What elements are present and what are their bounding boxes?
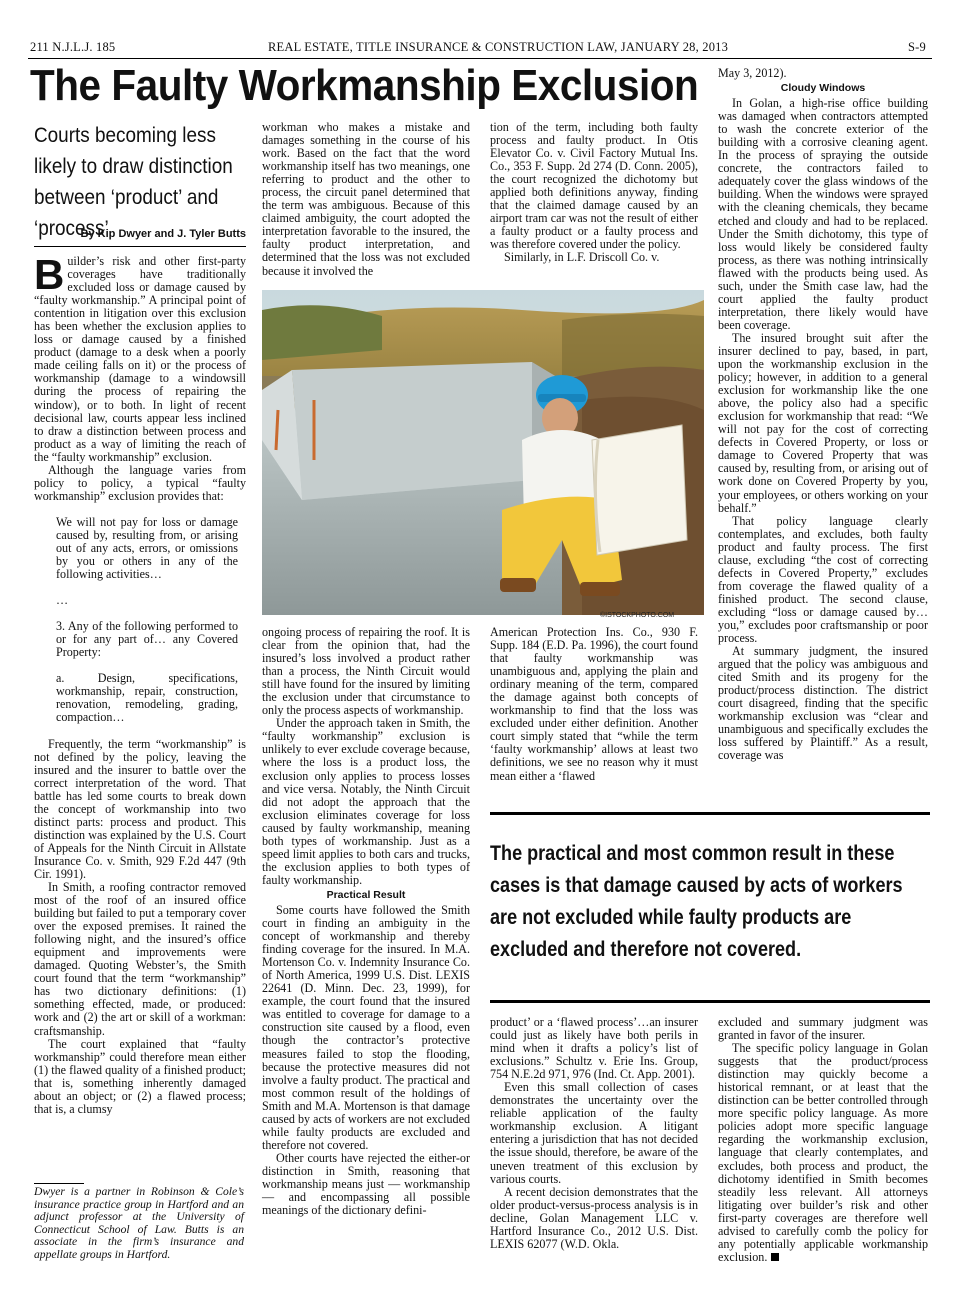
photo-credit: ©ISTOCKPHOTO.COM <box>600 612 675 619</box>
col4-paragraph: The insured brought suit after the insurer declined to pay, based, in part, upon the workmanship exclusion in the policy; however, in addition to a general exclusion for workmanship like the one above, the policy also had a specific exclusion for workmanship that read: “We will not pay for the cost of correcting defects in Covered Property, or loss or damage to Covered Property that was caused by, resulting from, or arising out of work done on Covered Property by you, your employees, or others working on your behalf.” <box>718 330 928 515</box>
exclusion-quote: … <box>56 593 69 608</box>
article-title: The Faulty Workmanship Exclusion <box>30 61 699 110</box>
col4-paragraph: In Golan, a high-rise office building was damaged when contractors attempted to wash the concrete exterior of the building with a corrosive cleaning agent. In the process of spraying the outside concrete, the contractors failed to adequately cover the glass windows of the building. When the windows were sprayed with the cleaning chemicals, they became etched and cloudy and had to be replaced. Under the Smith dichotomy, this type of loss would likely be considered faulty process, as there was nothing intrinsically flawed with the products being used. As such, under the Smith case law, had the court applied the faulty product interpretation, there likely would have been coverage. <box>718 96 928 332</box>
column-1 <box>34 251 246 1116</box>
exclusion-quote: We will not pay for loss or damage caused by, resulting from, or arising out of any acts, errors, or omissions by you or others in any of the following activities… <box>56 514 238 582</box>
pull-quote: The practical and most common result in these cases is that damage caused by acts of workers are not excluded while faulty products are excluded and therefore not covered. <box>490 842 903 961</box>
col3-paragraph: Similarly, in L.F. Driscoll Co. v. <box>504 250 660 265</box>
construction-worker-photo <box>262 290 704 615</box>
col4-paragraph: May 3, 2012). <box>718 66 787 80</box>
col1-paragraph: Frequently, the term “workmanship” is not defined by the policy, leaving the insured and the insurer to battle over the correct interpretation of the word. That battle has led some courts to break down the concept of workmanship into two distinct parts: process and product. This distinction was explained by the U.S. Court of Appeals for the Ninth Circuit in Allstate Insurance Co. v. Smith, 929 F.2d 447 (9th Cir. 1991). <box>34 736 246 881</box>
pull-quote-bottom-rule <box>490 1000 930 1003</box>
section-heading-practical-result: Practical Result <box>326 888 406 901</box>
drop-cap: B <box>34 251 65 298</box>
col1-paragraph: Although the language varies from policy to policy, a typical “faulty workmanship” exclusion provides that: <box>34 462 246 503</box>
header-section: REAL ESTATE, TITLE INSURANCE & CONSTRUCTION LAW, JANUARY 28, 2013 <box>268 40 729 54</box>
byline: By Kip Dwyer and J. Tyler Butts <box>80 228 246 240</box>
column-4-bottom <box>718 1016 928 1264</box>
col2-paragraph: Under the approach taken in Smith, the “faulty workmanship” exclusion is unlikely to ever exclude coverage because, where the loss is a product loss, the exclusion only applies to process losses and vice versa. Notably, the Ninth Circuit did not adopt the approach that the exclusion eliminates coverage for loss caused by faulty workmanship, meaning both types of workmanship. Just as a speed limit applies to both cars and trucks, the exclusion applies to both types of faulty workmanship. <box>262 716 470 887</box>
column-2-bottom <box>262 626 470 1217</box>
col3-paragraph: product’ or a ‘flawed process’…an insurer could just as likely have both perils in mind when it drafts a policy’s list of exclusions.” Schultz v. Erie Ins. Group, 754 N.E.2d 971, 976 (Ind. Ct. App. 2001). <box>490 1015 698 1082</box>
header-page-number: S-9 <box>908 40 926 54</box>
column-3-middle <box>490 626 698 783</box>
column-2-top <box>262 121 470 278</box>
col1-paragraph: uilder’s risk and other first-party coverages have traditionally excluded loss or damage caused by “faulty workmanship.” A principal point of contention in litigation over this exclusion has been whether the exclusion applies to loss or damage caused by a finished product (damage to a desk when a poorly made ceiling falls on it) or the process of workmanship (damage to a windowsill during the process of repairing the window), or to both. In light of recent decisional law, courts appear less inclined to draw a distinction between process and product as a way of limiting the reach of the “faulty workmanship” exclusion. <box>34 254 246 464</box>
col2-paragraph: workman who makes a mistake and damages something in the course of his work. Based on the fact that the word workmanship itself has two meanings, one referring to product and the other to process, the circuit panel determined that the term was ambiguous. Because of this claimed ambiguity, the court adopted the interpretation favorable to the insured, the faulty product interpretation, and determined that the loss was not excluded because it involved the <box>262 120 470 278</box>
byline-rule <box>34 246 246 247</box>
bio-rule <box>34 1183 84 1184</box>
column-4-top <box>718 67 928 762</box>
exclusion-quote: 3. Any of the following performed to or for any part of… any Covered Property: <box>56 619 238 660</box>
col2-paragraph: Some courts have followed the Smith court in finding an ambiguity in the concept of workmanship and thereby finding coverage for the insured. In M.A. Mortenson Co. v. Indemnity Insurance Co. of North America, 1999 U.S. Dist. LEXIS 22641 (D. Minn. Dec. 23, 1999), for example, the court found that the insured was entitled to coverage for damage to a construction site caused by a flood, even though the contractor’s protective measures failed to stop the flooding, because the protective measures did not involve a faulty product. The practical and most common result of the holdings of Smith and M.A. Mortenson is that damage caused by acts of workers are not excluded while faulty products are excluded and therefore not covered. <box>262 902 470 1152</box>
header-rule <box>28 58 932 59</box>
col2-paragraph: ongoing process of repairing the roof. It is clear from the opinion that, had the insured’s loss involved a product rather than a process, the Ninth Circuit would still have found for the insured by limiting the exclusion under that circumstance to only the process aspects of workmanship. <box>262 625 470 718</box>
col4-paragraph: At summary judgment, the insured argued that the policy was ambiguous and cited Smith and its progeny for the product/process distinction. The district court disagreed, finding that the specific workmanship exclusion was “clear and unambiguous and specifically excludes the loss suffered by Plaintiff.” As a result, coverage was <box>718 644 928 763</box>
col3-paragraph: American Protection Ins. Co., 930 F. Supp. 184 (E.D. Pa. 1996), the court found that faulty workmanship was unambiguous and, applying the plain and ordinary meaning of the term, compared the damage against both concepts of workmanship to find that the loss was excluded under either definition. Another court simply stated that “while the term ‘faulty workmanship’ allows at least two definitions, we see no reason why it must mean either a ‘flawed <box>490 625 698 783</box>
author-bio: Dwyer is a partner in Robinson & Cole’s insurance practice group in Hartford and an adjunct professor at the University of Connecticut School of Law. Butts is an associate in the firm’s insurance and appellate groups in Hartford. <box>34 1185 244 1261</box>
pull-quote-top-rule <box>490 812 930 815</box>
column-3-bottom <box>490 1016 698 1251</box>
exclusion-quote: a. Design, specifications, workmanship, repair, construction, renovation, remodeling, grading, compaction… <box>56 671 238 725</box>
col4-paragraph: That policy language clearly contemplates, and excludes, both faulty product and faulty process. The first clause, excluding “the cost of correcting defects in Covered Property,” excludes from coverage the flawed quality of a finished product. The second clause, excluding “loss or damage caused by…you,” excludes poor craftsmanship or poor process. <box>718 513 928 646</box>
col1-paragraph: In Smith, a roofing contractor removed most of the roof of an insured office building but failed to put a temporary cover over the exposed premises. It rained the following night, and the insured’s office equipment and improvements were damaged. Quoting Webster’s, the Smith court found that the term “workmanship” has two dictionary definitions: (1) something effected, made, or produced: work and (2) the art or skill of a workman: craftsmanship. <box>34 880 246 1038</box>
col3-paragraph: tion of the term, including both faulty process and faulty product. In Otis Elevator Co. v. Civil Factory Mutual Ins. Co., 353 F. Supp. 2d 274 (D. Conn. 2005), the court recognized the dichotomy but applied both definitions anyway, finding that the claimed damage caused by an airport tram car was not the result of either a faulty product or a faulty process and was therefore covered under the policy. <box>490 120 698 252</box>
article-deck: Courts becoming less likely to draw distinction between ‘product’ and ‘process’ <box>34 123 233 240</box>
col4-paragraph: excluded and summary judgment was granted in favor of the insurer. <box>718 1015 928 1043</box>
end-of-article-mark <box>771 1253 779 1261</box>
header-citation: 211 N.J.L.J. 185 <box>30 40 116 54</box>
section-heading-cloudy-windows: Cloudy Windows <box>780 82 866 95</box>
col4-paragraph: The specific policy language in Golan suggests that the product/process distinction may quickly become a historical remnant, or at least that the distinction can be better controlled through more specific policy language. As more policies adopt more specific language regarding the workmanship exclusion, language that clearly contemplates, and excludes, both process and product, the dichotomy identified in Smith becomes steadily less relevant. All attorneys litigating over builder’s risk and other first-party coverages are therefore well advised to carefully comb the policy for any potentially applicable workmanship exclusion. <box>718 1041 928 1264</box>
col1-paragraph: The court explained that “faulty workmanship” could therefore mean either (1) the flawed quality of a finished product; that is, something inherently damaged about an object; or (2) a flawed process; that is, a clumsy <box>34 1036 246 1116</box>
col2-paragraph: Other courts have rejected the either-or distinction in Smith, reasoning that workmanship means just — workmanship — and encompassing all possible meanings of the dictionary defini- <box>262 1150 470 1218</box>
column-3-top <box>490 121 698 265</box>
col3-paragraph: A recent decision demonstrates that the older product-versus-process analysis is in decline, Golan Management LLC v. Hartford Insurance Co., 2012 U.S. Dist. LEXIS 62077 (W.D. Okla. <box>490 1184 698 1251</box>
col3-paragraph: Even this small collection of cases demonstrates the uncertainty over the reliable application of the faulty workmanship exclusion. A litigant entering a jurisdiction that has not decided the issue should, therefore, be aware of the uneven treatment of this exclusion by various courts. <box>490 1080 698 1186</box>
